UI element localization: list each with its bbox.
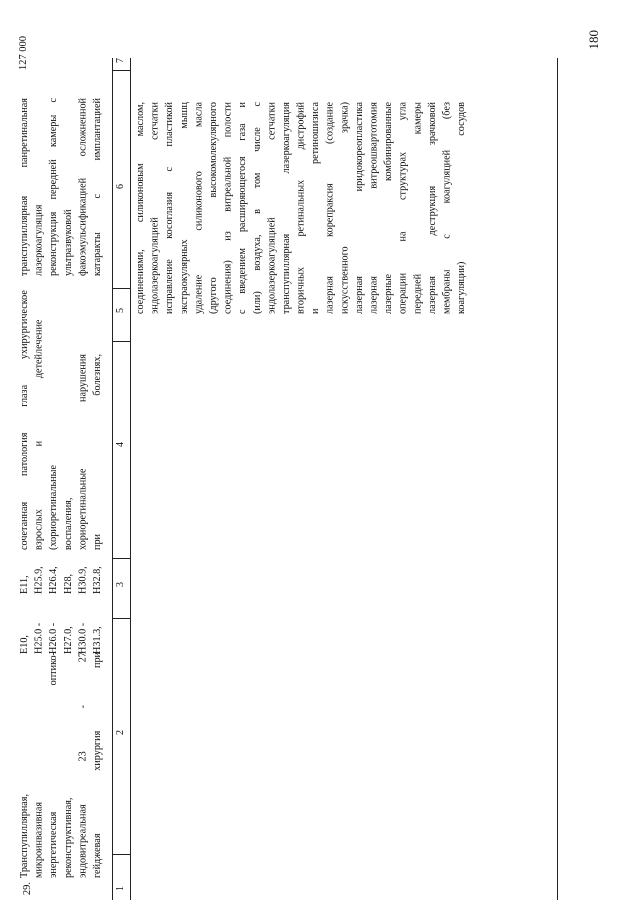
column-divider-5-6	[112, 288, 130, 289]
column-number-1: 1	[115, 886, 126, 891]
page-number: 180	[586, 30, 601, 50]
column-number-2: 2	[115, 730, 126, 735]
icd-codes-cell-2: E11, H25.9, H26.4, H28, H30.9, H32.8,	[19, 566, 103, 594]
column-divider-1-2	[112, 854, 130, 855]
table-border-left	[112, 58, 113, 900]
column-number-5: 5	[115, 308, 126, 313]
header-row-divider	[130, 58, 131, 900]
procedure-name-cell: Транспупиллярная, микроинвазивная энергетическая оптико- реконструктивная, эндовитреальная 23 - 27 гейджевая хирургия при	[19, 652, 103, 878]
column-number-3: 3	[115, 582, 126, 587]
column-divider-4-5	[112, 341, 130, 342]
diagnosis-cell: сочетанная патология глаза у взрослых и детей (хориоретинальные воспаления, хориоретинальные нарушения при болезнях,	[19, 354, 103, 550]
method-cell: транспупиллярная панретинальная лазеркоагуляция реконструкция передней камеры с ультразвуковой факоэмульсификацией осложненной катаракты с имплантацией	[19, 98, 103, 276]
amount-cell: 127 000	[18, 36, 29, 71]
column-number-6: 6	[115, 184, 126, 189]
column-divider-6-7	[112, 70, 130, 71]
column-divider-2-3	[112, 618, 130, 619]
table-border-right	[557, 58, 558, 900]
treatment-type-cell: хирургическое лечение	[19, 290, 45, 354]
procedures-table	[18, 36, 558, 900]
icd-codes-cell: E10, H25.0 - H26.0 - H27.0, H30.0 - H31.3,	[19, 622, 103, 654]
column-divider-3-4	[112, 558, 130, 559]
column-number-4: 4	[115, 442, 126, 447]
row-number: 29.	[22, 882, 33, 896]
column-number-7: 7	[115, 58, 126, 63]
method-cell-continued: соединениями, силиконовым маслом, эндолазеркоагуляцией сетчатки исправление косоглазия с пластикой экстраокулярных мышц удаление силиконового масла (другого высокомолекулярного соединения) из витреальной полости с введением расширяющегося газа и (или) воздуха, в том числе с эндолазеркоагуляцией сетчатки транспупиллярная лазеркоагуляция вторичных ретинальных дистрофий и ретиношизиса лазерная корепраксия (создание искусственного зрачка) лазерная иридокореопластика лазерная витреошвартотомия лазерные комбинированные операции на структурах угла передней камеры лазерная деструкция зрачковой мембраны с коагуляцией (без коагуляции) сосудов	[135, 102, 468, 314]
